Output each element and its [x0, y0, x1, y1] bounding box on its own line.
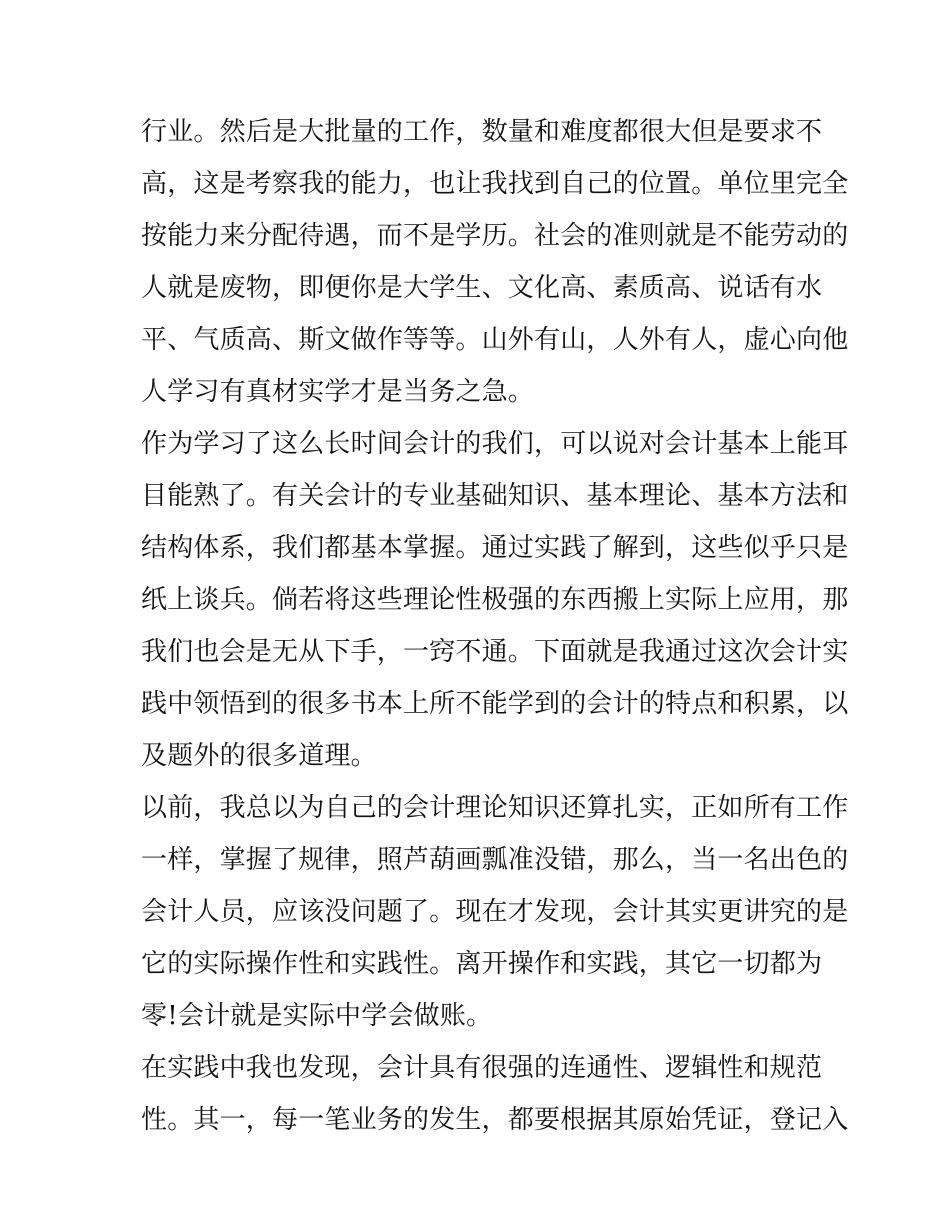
text-line: 我们也会是无从下手，一窍不通。下面就是我通过这次会计实	[141, 637, 849, 667]
text-line: 一样，掌握了规律，照芦葫画瓢准没错，那么，当一名出色的	[141, 845, 849, 875]
text-line: 结构体系，我们都基本掌握。通过实践了解到，这些似乎只是	[141, 533, 849, 563]
text-line: 纸上谈兵。倘若将这些理论性极强的东西搬上实际上应用，那	[141, 585, 849, 615]
text-line: 性。其一，每一笔业务的发生，都要根据其原始凭证，登记入	[141, 1105, 849, 1135]
text-line: 及题外的很多道理。	[141, 741, 377, 771]
text-line: 行业。然后是大批量的工作，数量和难度都很大但是要求不	[141, 117, 823, 147]
text-line: 人就是废物，即便你是大学生、文化高、素质高、说话有水	[141, 273, 823, 303]
text-line: 平、气质高、斯文做作等等。山外有山，人外有人，虚心向他	[141, 325, 849, 355]
text-line: 它的实际操作性和实践性。离开操作和实践，其它一切都为	[141, 949, 823, 979]
text-line: 在实践中我也发现，会计具有很强的连通性、逻辑性和规范	[141, 1053, 823, 1083]
text-line: 目能熟了。有关会计的专业基础知识、基本理论、基本方法和	[141, 481, 849, 511]
text-line: 人学习有真材实学才是当务之急。	[141, 377, 535, 407]
text-line: 零!会计就是实际中学会做账。	[141, 1001, 493, 1031]
body-text	[141, 106, 849, 1146]
text-line: 践中领悟到的很多书本上所不能学到的会计的特点和积累，以	[141, 689, 849, 719]
text-line: 作为学习了这么长时间会计的我们，可以说对会计基本上能耳	[141, 429, 849, 459]
text-line: 以前，我总以为自己的会计理论知识还算扎实，正如所有工作	[141, 793, 849, 823]
text-line: 高，这是考察我的能力，也让我找到自己的位置。单位里完全	[141, 169, 849, 199]
text-line: 会计人员，应该没问题了。现在才发现，会计其实更讲究的是	[141, 897, 849, 927]
text-line: 按能力来分配待遇，而不是学历。社会的准则就是不能劳动的	[141, 221, 849, 251]
